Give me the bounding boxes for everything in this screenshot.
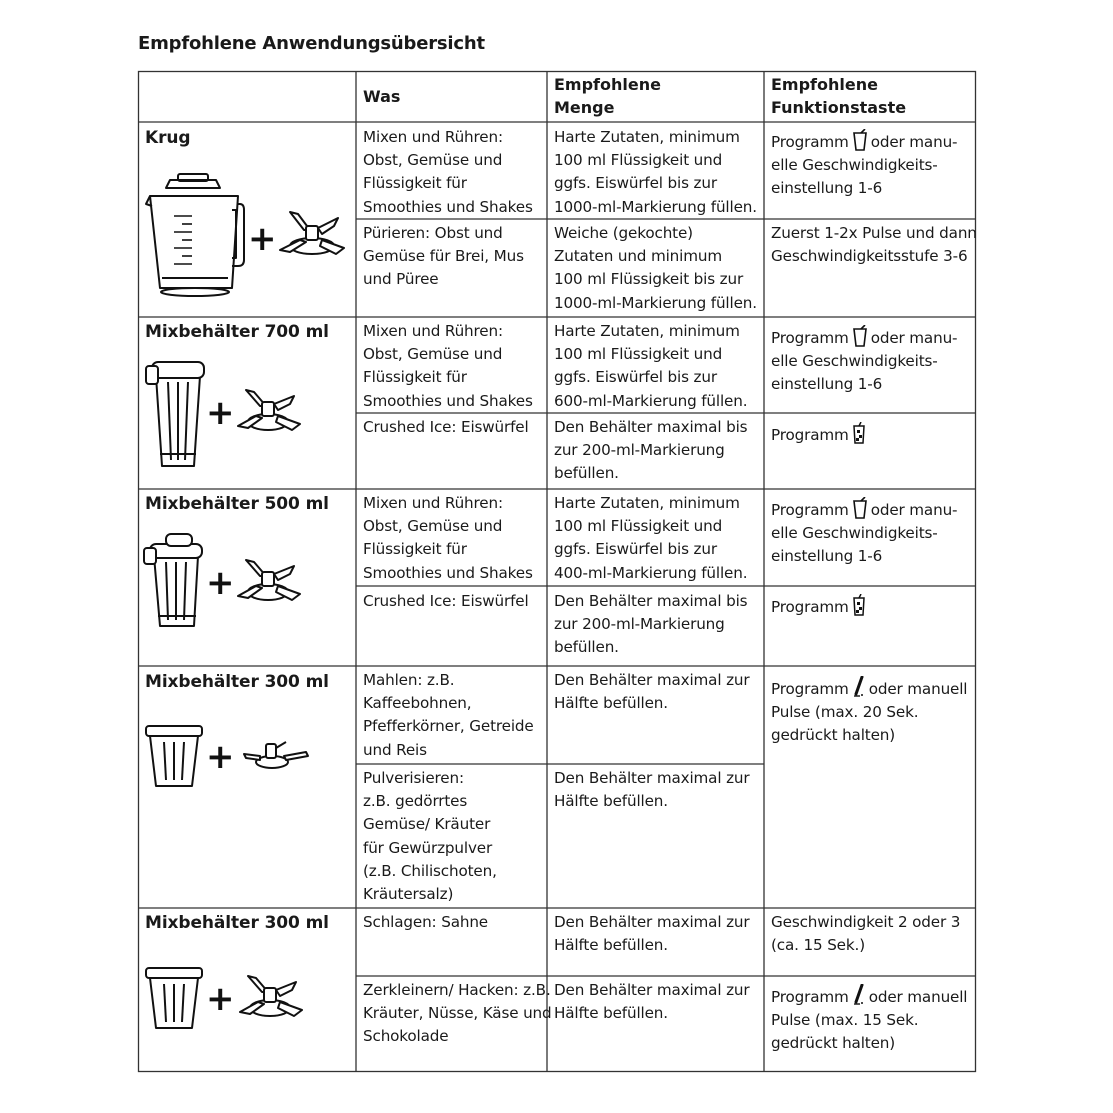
funktion-label: Programm xyxy=(771,329,849,347)
jug-with-blade-illustration xyxy=(140,168,350,298)
header-menge: Empfohlene Menge xyxy=(554,75,661,117)
ice-cup-icon xyxy=(852,422,866,444)
500ml-row1-menge: Harte Zutaten, minimum 100 ml Flüssigkeit und ggfs. Eiswürfel bis zur 400-ml-Markierung füllen. xyxy=(554,494,748,582)
funktion-rest: Pulse (max. 15 Sek. gedrückt halten) xyxy=(771,1011,919,1053)
section-title-500ml: Mixbehälter 500 ml xyxy=(145,494,329,514)
700ml-row2-was: Crushed Ice: Eiswürfel xyxy=(363,418,529,436)
grinder-icon xyxy=(852,676,866,698)
page-title: Empfohlene Anwendungsübersicht xyxy=(138,33,485,54)
700ml-row2-funktion xyxy=(771,422,869,447)
300ml-grinder-row1-menge: Den Behälter maximal zur Hälfte befüllen. xyxy=(554,671,750,713)
svg-text:+: + xyxy=(206,393,235,433)
cup-700-with-blade-illustration xyxy=(140,356,350,474)
ice-cup-icon xyxy=(852,594,866,616)
krug-row1-menge: Harte Zutaten, minimum 100 ml Flüssigkeit und ggfs. Eiswürfel bis zur 1000-ml-Markierung füllen. xyxy=(554,128,757,216)
smoothie-cup-icon xyxy=(852,497,868,519)
krug-row2-was: Pürieren: Obst und Gemüse für Brei, Mus und Püree xyxy=(363,224,524,289)
funktion-suffix: oder manu- xyxy=(870,501,958,519)
funktion-suffix: oder manuell xyxy=(868,988,968,1006)
svg-text:+: + xyxy=(206,563,235,603)
300ml-cross-row1-menge: Den Behälter maximal zur Hälfte befüllen. xyxy=(554,913,750,955)
funktion-suffix: oder manu- xyxy=(870,329,958,347)
300ml-cross-row2-menge: Den Behälter maximal zur Hälfte befüllen. xyxy=(554,981,750,1023)
700ml-row1-menge: Harte Zutaten, minimum 100 ml Flüssigkeit und ggfs. Eiswürfel bis zur 600-ml-Markierung füllen. xyxy=(554,322,748,410)
500ml-row1-was: Mixen und Rühren: Obst, Gemüse und Flüssigkeit für Smoothies und Shakes xyxy=(363,494,533,582)
500ml-row1-funktion xyxy=(771,497,957,569)
300ml-grinder-row2-was: Pulverisieren: z.B. gedörrtes Gemüse/ Kräuter für Gewürzpulver (z.B. Chilischoten, Kräutersalz) xyxy=(363,769,497,904)
700ml-row2-menge: Den Behälter maximal bis zur 200-ml-Markierung befüllen. xyxy=(554,418,748,483)
grinder-icon xyxy=(852,984,866,1006)
section-title-700ml: Mixbehälter 700 ml xyxy=(145,322,329,342)
300ml-grinder-row1-was: Mahlen: z.B. Kaffeebohnen, Pfefferkörner, Getreide und Reis xyxy=(363,671,534,759)
cup-300-with-cross-blade-illustration xyxy=(140,962,350,1038)
funktion-rest: elle Geschwindigkeits- einstellung 1-6 xyxy=(771,524,938,566)
section-title-krug: Krug xyxy=(145,128,191,148)
krug-row1-was: Mixen und Rühren: Obst, Gemüse und Flüssigkeit für Smoothies und Shakes xyxy=(363,128,533,216)
500ml-row2-menge: Den Behälter maximal bis zur 200-ml-Markierung befüllen. xyxy=(554,592,748,657)
svg-text:+: + xyxy=(248,219,277,259)
funktion-suffix: oder manuell xyxy=(868,680,968,698)
funktion-rest: elle Geschwindigkeits- einstellung 1-6 xyxy=(771,156,938,198)
300ml-cross-row1-was: Schlagen: Sahne xyxy=(363,913,488,931)
svg-text:+: + xyxy=(206,737,235,777)
header-funktion: Empfohlene Funktionstaste xyxy=(771,75,907,117)
300ml-cross-row1-funktion: Geschwindigkeit 2 oder 3 (ca. 15 Sek.) xyxy=(771,913,961,955)
funktion-label: Programm xyxy=(771,133,849,151)
krug-row1-funktion xyxy=(771,129,957,201)
funktion-suffix: oder manu- xyxy=(870,133,958,151)
funktion-label: Programm xyxy=(771,426,849,444)
700ml-row1-was: Mixen und Rühren: Obst, Gemüse und Flüssigkeit für Smoothies und Shakes xyxy=(363,322,533,410)
funktion-rest: elle Geschwindigkeits- einstellung 1-6 xyxy=(771,352,938,394)
header-was: Was xyxy=(363,87,401,106)
funktion-rest: Pulse (max. 20 Sek. gedrückt halten) xyxy=(771,703,919,745)
section-title-300ml-grinder: Mixbehälter 300 ml xyxy=(145,672,329,692)
krug-row2-funktion: Zuerst 1-2x Pulse und dann Geschwindigkeitsstufe 3-6 xyxy=(771,224,977,266)
funktion-label: Programm xyxy=(771,501,849,519)
500ml-row2-funktion xyxy=(771,594,869,619)
300ml-grinder-funktion xyxy=(771,676,967,748)
300ml-cross-row2-was: Zerkleinern/ Hacken: z.B. Kräuter, Nüsse, Käse und Schokolade xyxy=(363,981,552,1046)
cup-500-with-blade-illustration xyxy=(140,530,350,634)
300ml-cross-row2-funktion xyxy=(771,984,967,1056)
cup-300-with-grinder-blade-illustration xyxy=(140,718,350,794)
500ml-row2-was: Crushed Ice: Eiswürfel xyxy=(363,592,529,610)
funktion-label: Programm xyxy=(771,598,849,616)
section-title-300ml-cross: Mixbehälter 300 ml xyxy=(145,913,329,933)
krug-row2-menge: Weiche (gekochte) Zutaten und minimum 100 ml Flüssigkeit bis zur 1000-ml-Markierung füllen. xyxy=(554,224,757,312)
smoothie-cup-icon xyxy=(852,129,868,151)
svg-text:+: + xyxy=(206,979,235,1019)
700ml-row1-funktion xyxy=(771,325,957,397)
funktion-label: Programm xyxy=(771,988,849,1006)
funktion-label: Programm xyxy=(771,680,849,698)
smoothie-cup-icon xyxy=(852,325,868,347)
300ml-grinder-row2-menge: Den Behälter maximal zur Hälfte befüllen. xyxy=(554,769,750,811)
